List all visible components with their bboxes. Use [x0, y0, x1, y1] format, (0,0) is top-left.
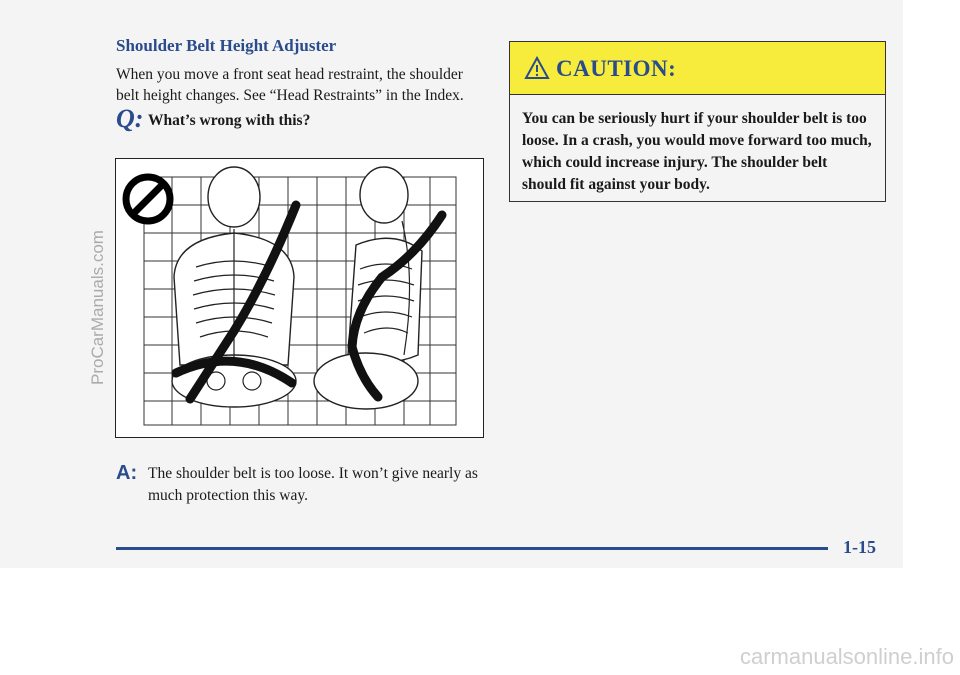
- warning-triangle-icon: [524, 56, 550, 85]
- footer-rule: [116, 547, 828, 550]
- page-number: 1-15: [843, 537, 876, 557]
- caution-header: [510, 42, 885, 95]
- skeleton-belt-drawing: [116, 159, 483, 437]
- seatbelt-illustration: [115, 158, 484, 438]
- caution-box: [509, 41, 886, 202]
- answer-text: The shoulder belt is too loose. It won’t give nearly as much protection this way.: [148, 465, 478, 504]
- no-symbol-icon: [126, 177, 170, 221]
- vertical-watermark: ProCarManuals.com: [88, 230, 107, 385]
- answer-mark: A:: [116, 462, 138, 484]
- question-text: What’s wrong with this?: [148, 112, 311, 129]
- site-watermark: carmanualsonline.info: [739, 644, 954, 669]
- caution-title: CAUTION:: [556, 56, 677, 81]
- caution-text: You can be seriously hurt if your shoulder belt is too loose. In a crash, you would move forward too much, which could increase injury. The shoulder belt should fit against your body.: [522, 110, 872, 193]
- intro-paragraph: When you move a front seat head restraint, the shoulder belt height changes. See “Head Restraints” in the Index.: [116, 66, 464, 104]
- section-heading: Shoulder Belt Height Adjuster: [116, 36, 337, 55]
- question-mark: Q:: [116, 104, 144, 133]
